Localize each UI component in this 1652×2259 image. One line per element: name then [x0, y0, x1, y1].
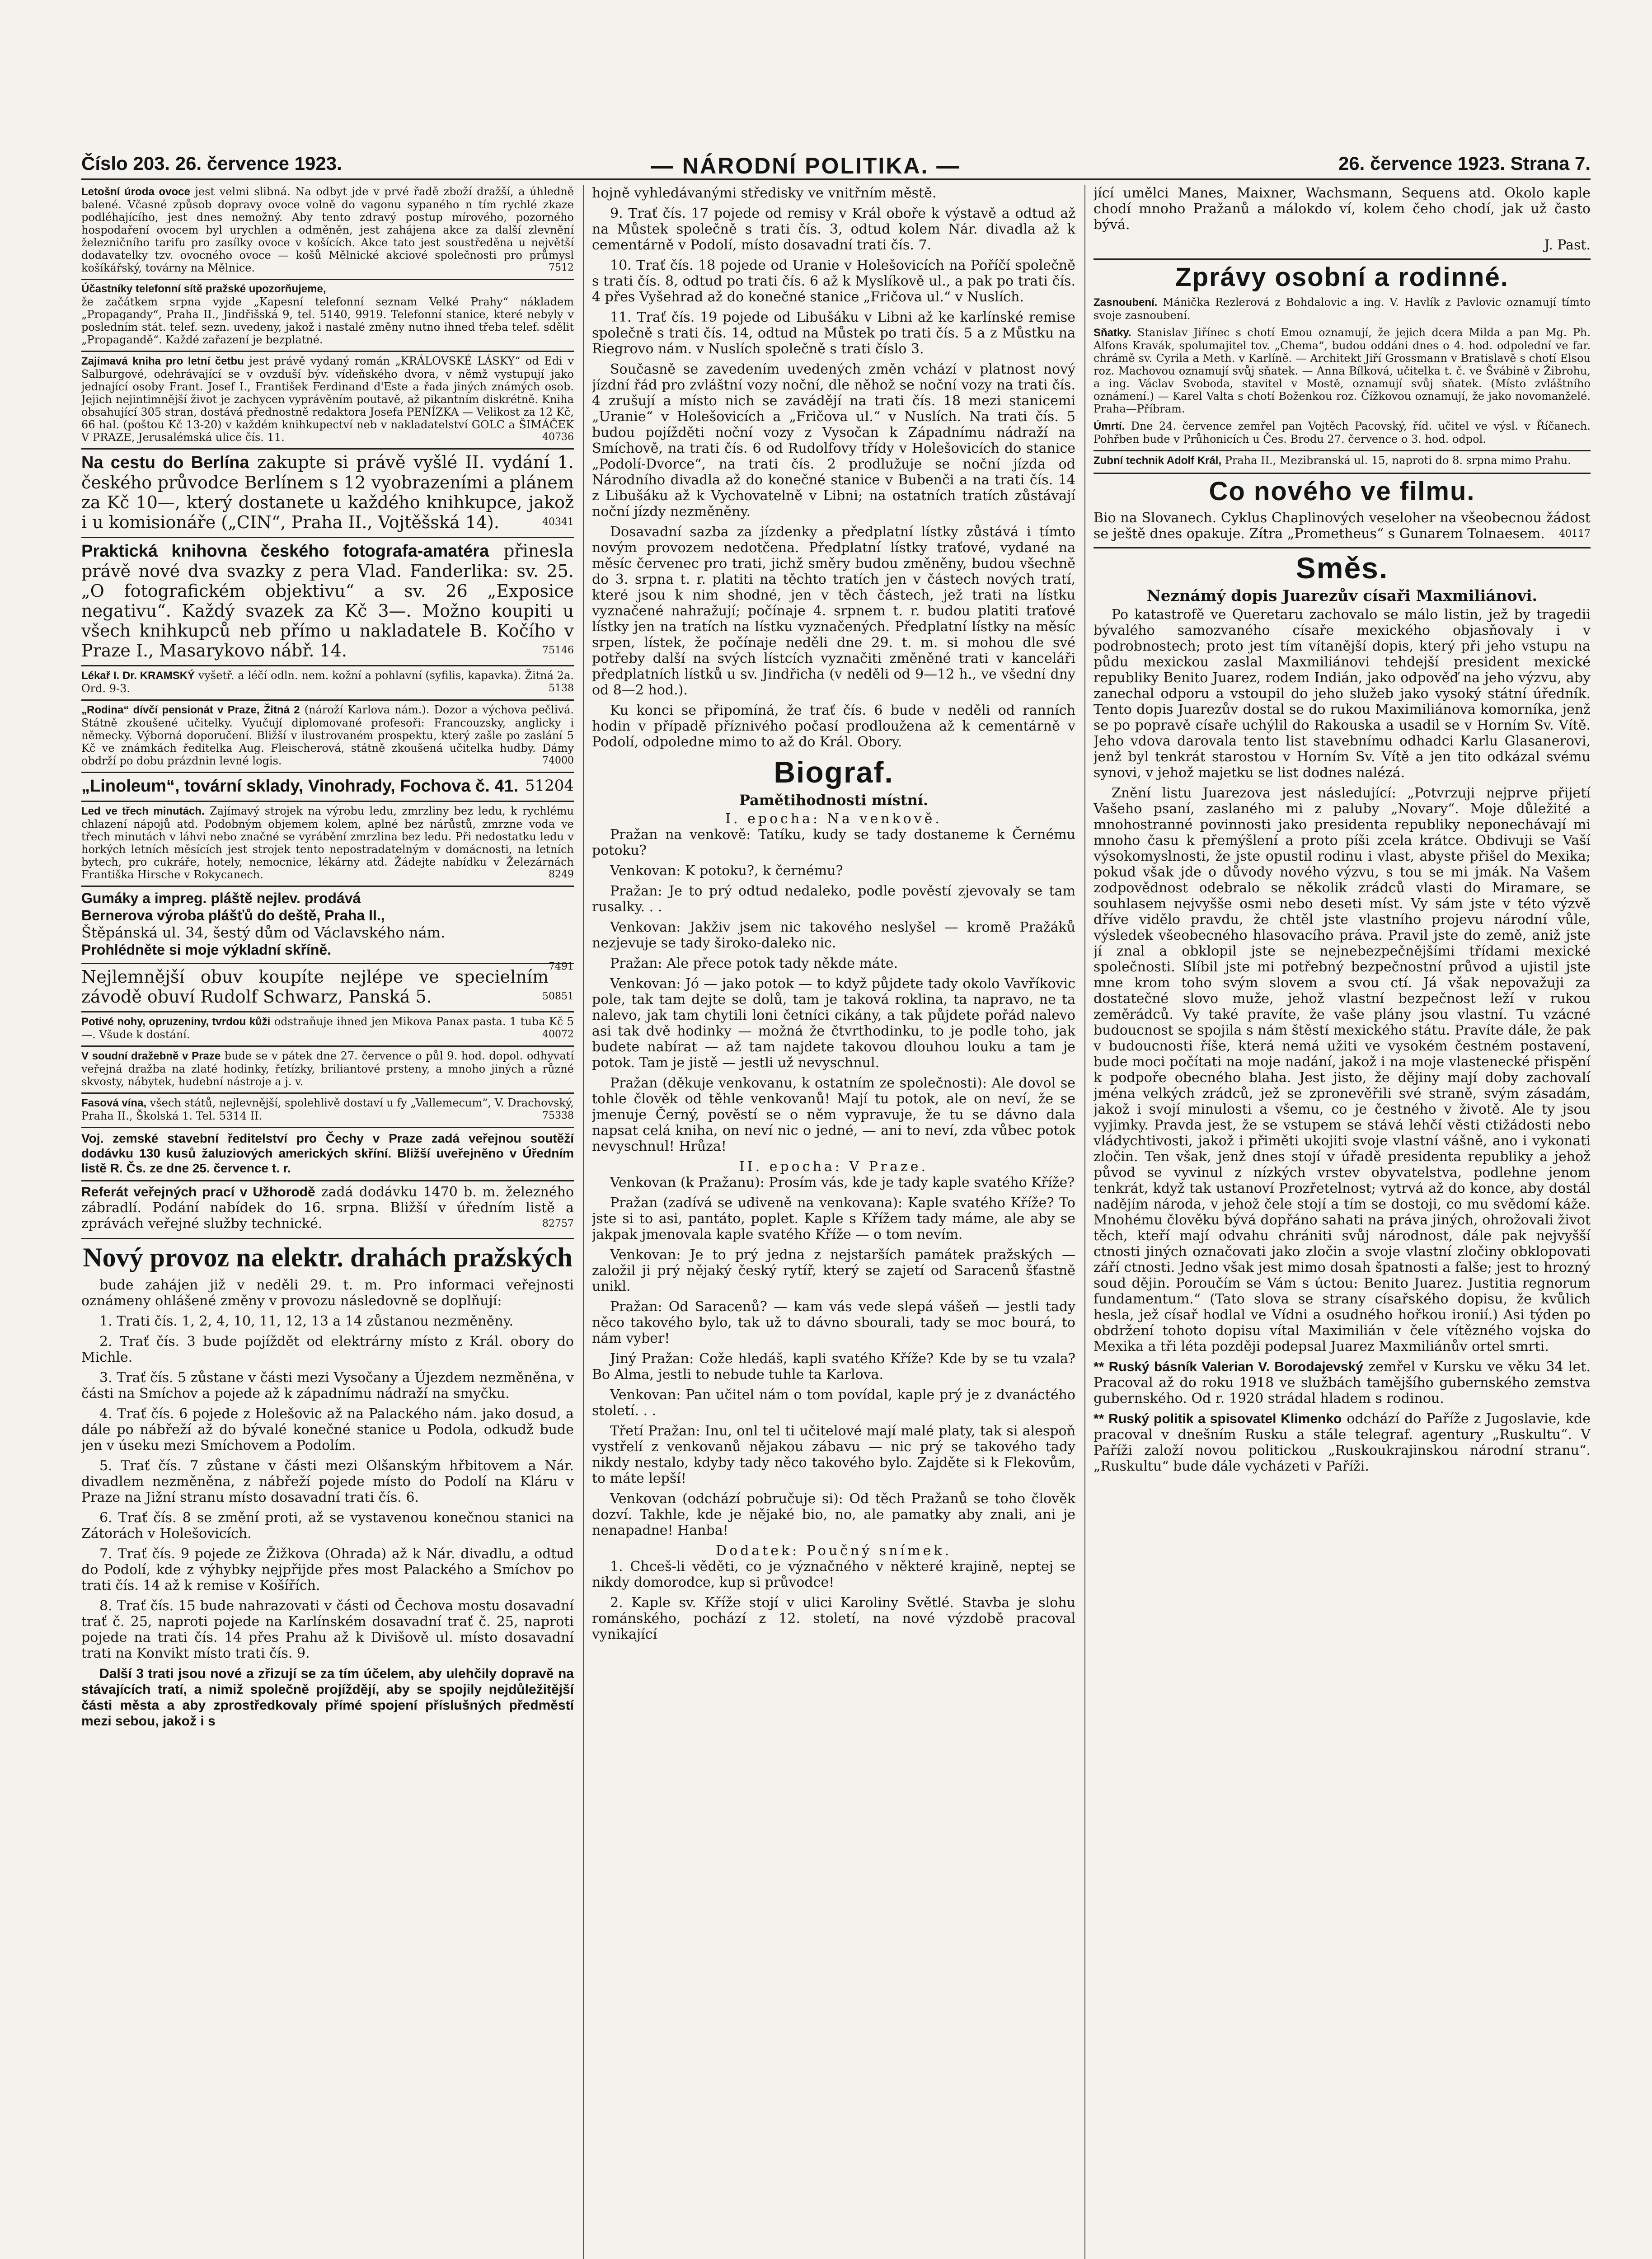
article-item: 8. Trať čís. 15 bude nahrazovati v části od Čechova mostu dosavadní trať č. 25, naproti pojede na Karlínském dosavadní trať č. 25, naproti pojede na trati čís. 14 přes Prahu až k Divišově ul. místo dosavadní trati na Konvikt místo trati čís. 9. [81, 1598, 574, 1661]
article-intro: bude zahájen již v neděli 29. t. m. Pro informaci veřejnosti oznámeny ohlášené změny v provozu následovně se doplňují: [81, 1277, 574, 1309]
section-heading-smes: Směs. [1094, 547, 1591, 585]
notice-zasnouceni [1094, 296, 1591, 322]
article-author: J. Past. [1544, 237, 1591, 253]
episode-heading: Dodatek: Poučný snímek. [715, 1543, 952, 1559]
ad-title: Lékař I. Dr. KRAMSKÝ [81, 670, 195, 682]
article-paragraph: Dosavadní sazba za jízdenky a předplatní lístky zůstává i tímto novým provozem nedotčena. Předplatní lístky traťové, vydané na měsíc červenec pro trati, jichž směry budou změněny, budou všechně do 3. srpna t. r. platiti na těchto tratích jen v částech nových tratí, které jsou k nim shodné, jen v těch částech, jež trati na lístku vyznačené nahražují; počínaje 4. srpnem t. r. budou platiti traťové lístky jen na tratích na lístku vyznačených. Předplatní lístky na měsíc srpen, lístek, že počínaje neděli dne 29. t. m. si mohou dle své potřeby další na svých lístcích vyznačiti změněné trati v kanceláři předplatních lístků u sv. Jindřicha (v neděli od 9—12 h., ve všední dny od 8—2 hod.). [592, 524, 1075, 698]
ad-title: Na cestu do Berlína [81, 453, 249, 472]
brief-title: ** Ruský politik a spisovatel Klimenko [1094, 1411, 1342, 1426]
ad-number: 40341 [542, 516, 574, 528]
dialog-line: Pražan: Je to prý odtud nedaleko, podle pověstí zjevovaly se tam rusalky. . . [592, 883, 1075, 915]
article-item: 6. Trať čís. 8 se změní proti, až se vystavenou konečnou stanici na Zátorách v Holešovicích. [81, 1510, 574, 1542]
dialog-line: Pražan (děkuje venkovanu, k ostatním ze společnosti): Ale dovol se tohle člověk od těhle venkovanů! Mají tu potok, ale on neví, že se jmenuje Černý, pověstí se o něm vypravuje, že tu se dávno dala napsat celá kniha, on neví nic o jedné, — ani to neví, zda vůbec potok nevyschnul! Hrůza! [592, 1075, 1075, 1154]
ad-text: bude se v pátek dne 27. července o půl 9. hod. dopol. odhyvatí veřejná dražba na zlaté hodinky, řetízky, briliantové prsteny, a mnoho jiných a různé skvosty, nábytek, hudební nástroje a j. v. [81, 1050, 574, 1088]
article-paragraph: Ku konci se připomíná, že trať čís. 6 bude v neděli od ranních hodin v případě příznivého počasí prodloužena až k cementárně v Podolí, odpoledne mimo to až do Král. Obory. [592, 703, 1075, 750]
dialog-line: Pražan: Ale přece potok tady někde máte. [610, 956, 898, 971]
ad-number: 7491 [549, 961, 574, 972]
ad-rodina [81, 699, 574, 767]
dialog-line: Třetí Pražan: Inu, onl tel ti učitelové mají malé platy, tak si alespoň vystřelí z venkovanů nějakou zábavu — nic prý se takového tady nikdy nestalo, kdyby tady něco takového bylo. Zajděte si k Flekovům, to máte lepší! [592, 1423, 1075, 1486]
dialog-line: Venkovan: Jó — jako potok — to když půjdete tady okolo Vavříkovic pole, tak tam dejte se dolů, tam je taková roklina, ta napravo, ne ta nalevo, jak tam chytili loni četníci cikány, a tak půjdete pořád nalevo asi tak dvě hodinky — možná že čtvrthodinku, to je podle toho, jak budete nabírat — až tam najdete takovou dlouhou louku a tam je potok. Tam je jistě — jestli už nevyschnul. [592, 976, 1075, 1071]
ad-title: Fasová vína, [81, 1097, 147, 1109]
ad-title: Letošní úroda ovoce [81, 186, 190, 198]
news-brief [1094, 1359, 1591, 1406]
dialog-line: Pražan: Od Saracenů? — kam vás vede slepá vášeň — jestli tady něco takového bylo, tak už to dávno sbourali, tady se moc bourá, to nám vyber! [592, 1299, 1075, 1346]
ad-text: jest právě vydaný román „KRÁLOVSKÉ LÁSKY“ od Edi v Salburgové, odehrávající se v ovzduší býv. vídeňského dvora, v němž vystupují jako jednající osoby Frant. Josef I., František Ferdinand d'Este a řada jiných známých osob. Jejich nejintimnější život je zachycen vyprávěním poutavě, až pikantním diskrétně. Kniha obsahující 305 stran, dostává přednostně redaktora Josefa PENÍZKA — Velikost za 12 Kč, 66 hal. (poštou Kč 13-20) v každém knihkupectví neb v nakladatelství GOLC a ŠIMÁČEK V PRAZE, Jerusalémská ulice čís. 11. [81, 355, 574, 444]
film-number: 40117 [1559, 528, 1591, 539]
article-paragraph: Současně se zavedením uvedených změn vchází v platnost nový jízdní řád pro zvláštní vozy noční, dle něhož se noční vozy na trati čís. 4 zrušují a místo nich se zavádějí na trati čís. 18 mezi stanicemi „Uranie“ v Holešovicích a „Fričova ul.“ v Nuslích. Na trati čís. 5 budou pojížděti noční vozy z Vysočan k Západnímu nádraží na Smíchově, na trati čís. 6 od Rudolfovy třídy v Holešovicích do stanice „Podolí-Dvorce“, na trati čís. 2 prodlužuje se noční jízda od Národního divadla až do konečné stanice v Bubenči a na trati čís. 14 z Libušáku až k Vychovatelně v Libni; na ostatních tratích zůstávají noční jízdy nezměněny. [592, 361, 1075, 520]
ad-drazba [81, 1045, 574, 1088]
feuilleton-subtitle: Pamětihodnosti místní. [739, 792, 929, 809]
ad-text: zakupte si právě vyšlé II. vydání 1. českého průvodce Berlínem s 12 vyobrazeními a plánem za Kč 10—, který dostanete u každého knihkupce, jakož i u komisionáře („CIN“, Praha II., Vojtěšská 14). [81, 452, 574, 532]
ad-gumaky [81, 886, 574, 972]
ad-text: Zajímavý strojek na výrobu ledu, zmrzliny bez ledu, k rychlému chlazení nápojů atd. Podobným objemem kolem, aplné bez nárůstů, zmrzne voda ve třech minutách v láhvi nebo značné se vyrábění zmrzlina bez ledu. Při nedostatku ledu v horkých letních měsících jest strojek tento nepostradatelným v domácnosti, na letních bytech, pro cukráře, hotely, nemocnice, lékárny atd. Žádejte nabídku v Železárnách Františka Hirsche v Rokycanech. [81, 805, 574, 881]
ad-text: Praha II., Mezibranská ul. 15, naproti do 8. srpna mimo Prahu. [1225, 454, 1571, 467]
notice-label: Sňatky. [1094, 327, 1131, 339]
notice-text: Dne 24. července zemřel pan Vojtěch Pacovský, říd. učitel ve výsl. v Říčanech. Pohřben bude v Průhonicích u Čes. Brodu 27. července o 3. hod. odpol. [1094, 420, 1591, 445]
ad-line: Bernerova výroba plášťů do deště, Praha II., [81, 907, 385, 923]
dialog-line: Pražan (zadívá se udiveně na venkovana): Kaple svatého Kříže? To jste si to asi, pantáto, poplet. Kaple s Křížem tady máme, ale aby se jakpak jmenovala kaple svatého Kříže — o tom nevím. [592, 1195, 1075, 1242]
ad-telefon [81, 279, 574, 346]
issue-number: Číslo 203. 26. července 1923. [81, 153, 342, 174]
ad-fasova [81, 1092, 574, 1122]
film-notice [1094, 510, 1591, 542]
ad-number: 40736 [542, 431, 574, 443]
ad-number: 75146 [542, 645, 574, 656]
article-item: Další 3 trati jsou nové a zřizují se za tím účelem, aby ulehčily dopravě na stávajících tratí, a nimiž společně projíždějí, aby se spojily nejdůležitější části města a aby zprostředkovaly přímé spojení příslušných předměstí mezi sebou, jakož i s [81, 1666, 574, 1729]
dialog-line: Venkovan: K potoku?, k černému? [610, 863, 843, 879]
article-item: 2. Trať čís. 3 bude pojíždět od elektrárny místo z Král. obory do Michle. [81, 1334, 574, 1365]
brief-text: zemřel v Kursku ve věku 34 let. Pracoval až do roku 1918 ve službách tamějšího gubernského zemstva gubernského. Od r. 1920 strádal hladem s rodinou. [1094, 1359, 1591, 1406]
article-item: 1. Trati čís. 1, 2, 4, 10, 11, 12, 13 a 14 zůstanou nezměněny. [99, 1313, 514, 1329]
ad-obuv [81, 963, 574, 1007]
dialog-line: Pražan na venkově: Tatíku, kudy se tady dostaneme k Černému potoku? [592, 827, 1075, 858]
ad-title: Praktická knihovna českého fotografa-amatéra [81, 542, 489, 561]
ad-text: Nejlemnější obuv koupíte nejlépe ve specielním závodě obuví Rudolf Schwarz, Panská 5. [81, 967, 549, 1007]
ad-title: V soudní dražebně v Praze [81, 1050, 221, 1062]
article-item: 7. Trať čís. 9 pojede ze Žižkova (Ohrada) až k Nár. divadlu, a odtud do Podolí, kde z výhybky nejpřijde přes most Palackého a Smíchov po trati čís. 14 až k remise v Košířích. [81, 1546, 574, 1593]
column-3 [1094, 185, 1591, 2259]
article-continuation: hojně vyhledávanými středisky ve vnitřním městě. [592, 185, 937, 201]
article-item: 4. Trať čís. 6 pojede z Holešovic až na Palackého nám. jako dosud, a dále po nábřeží až do bývalé konečné stanice u Podola, odkudž bude jen v úseku mezi Smíchovem a Podolím. [81, 1406, 574, 1453]
ad-nohy [81, 1011, 574, 1041]
article-title: Nový provoz na elektr. drahách pražských [81, 1238, 574, 1273]
ad-text: vyšetř. a léčí odln. nem. kožní a pohlavní (syfilis, kapavka). Žitná 2a. Ord. 9-3. [81, 669, 574, 695]
ad-kniha [81, 351, 574, 444]
episode-heading: I. epocha: Na venkově. [725, 811, 942, 827]
ad-title: Potivé nohy, opruzeniny, tvrdou kůži [81, 1016, 271, 1028]
dialog-line: Venkovan: Pan učitel nám o tom povídal, kaple prý je z dvanáctého století. . . [592, 1387, 1075, 1419]
ad-text: (nároží Karlova nám.). Dozor a výchova pečlivá. Státně zkoušené učitelky. Vyučují diplomované profesoři: Francouzsky, anglicky i německy. Výborná doporučení. Bližší v ilustrovaném prospektu, který zašle po zaslání 5 Kč ve známkách ředitelka Aug. Fleischerová, státně zkoušená učitelka hudby. Dámy obdrží po dobu prázdnin levné logis. [81, 703, 574, 767]
notice-text: Stanislav Jiřínec s chotí Emou oznamují, že jejich dcera Milda a pan Mg. Ph. Alfons Kravák, spolumajitel tov. „Chema“, budou oddáni dnes o 4. hod. odpolední ve far. chrámě sv. Cyrila a Meth. v Karlíně. — Architekt Jiří Grossmann v Bratislavě s chotí Elsou roz. Machovou oznamují svůj sňatek. — Anna Bílková, učitelka t. č. ve Švábině v Žibrohu, a ing. Václav Svoboda, stavitel v Mostě, oznamují svůj sňatek. (Místo zvláštního oznámení.) — Karel Valta s chotí Boženkou roz. Čížkovou oznamují, že jako novomanželé. Praha—Příbram. [1094, 326, 1591, 415]
ad-title: „Rodina“ dívčí pensionát v Praze, Žitná 2 [81, 704, 300, 716]
ad-title: Led ve třech minutách. [81, 805, 205, 817]
column-divider [1084, 185, 1085, 2259]
ad-number: 7512 [549, 262, 574, 273]
ad-linoleum [81, 772, 574, 796]
ad-led [81, 801, 574, 881]
dialog-line: Venkovan: Jakživ jsem nic takového neslyšel — kromě Pražáků nezjevuje se tady široko-daleko nic. [592, 919, 1075, 951]
brief-title: ** Ruský básník Valerian V. Borodajevský [1094, 1359, 1363, 1374]
ad-line: Gumáky a impreg. pláště nejlev. prodává [81, 890, 361, 906]
notice-umrti [1094, 420, 1591, 445]
ad-line: Prohlédněte si moje výkladní skříně. [81, 942, 332, 958]
ad-text: jest velmi slibná. Na odbyt jde v prvé řadě zboží dražší, a úhledně balené. Včasné způsob dopravy ovoce volně do vagonu sypaného n tím rychlé zkaze podléhajícího, jest dnes nemožný. Aby tento zdravý postup mírového, pozorného hospodaření ovocem byl urychlen a odměněn, jest zahájena akce za další zlevnění železničního tarifu pro zasílky ovoce v košících. Akce tato jest soustředěna u největší dodavatelky tzv. ovocného ovoce — košů Mělnické akciové společnosti pro průmysl košíkářský, továrny na Mělnice. [81, 185, 574, 274]
article-item: 5. Trať čís. 7 zůstane v části mezi Olšanským hřbitovem a Nár. divadlem nezměněna, z nábřeží pojede místo do Podolí na Kláru v Praze na Jižní stranu místo dosavadní trati čís. 6. [81, 1458, 574, 1505]
notice-snatky [1094, 326, 1591, 415]
article-item: 3. Trať čís. 5 zůstane v části mezi Vysočany a Újezdem nezměněna, v části na Smíchov a pojede až k západnímu nádraží na smyčku. [81, 1370, 574, 1401]
ad-number: 50851 [542, 991, 574, 1002]
ad-title: Referát veřejných prací v Užhorodě [81, 1185, 315, 1200]
article-item: 9. Trať čís. 17 pojede od remisy v Král oboře k výstavě a odtud až na Můstek společně s trati čís. 3, odtud kolem Nár. divadla až k cementárně v Podolí, místo dosavadní trati čís. 7. [592, 206, 1075, 253]
newspaper-title: — NÁRODNÍ POLITIKA. — [651, 153, 961, 178]
section-heading-biograf: Biograf. [774, 755, 894, 789]
ad-text: odstraňuje ihned jen Mikova Panax pasta. 1 tuba Kč 5—. Všude k dostání. [81, 1015, 574, 1041]
ad-lekar [81, 665, 574, 695]
news-brief [1094, 1411, 1591, 1474]
section-heading-film: Co nového ve filmu. [1094, 473, 1591, 506]
ad-foto [81, 537, 574, 661]
ad-number: 5138 [549, 683, 574, 694]
ad-number: 82757 [542, 1218, 574, 1229]
ad-number: 40072 [542, 1029, 574, 1040]
dialog-line: Jiný Pražan: Cože hledáš, kapli svatého Kříže? Kde by se tu vzala? Bo Alma, jestli to nebude tuhle ta Karlova. [592, 1351, 1075, 1383]
article-item: 10. Trať čís. 18 pojede od Uranie v Holešovicích na Poříčí společně s trati čís. 8, odtud po trati čís. 6 až k Myslíkově ul., a pak po trati čís. 4 přes Vyšehrad až do konečné stanice „Fričova ul.“ v Nuslích. [592, 258, 1075, 305]
section-heading-zpravy: Zprávy osobní a rodinné. [1094, 258, 1591, 292]
episode-heading: II. epocha: V Praze. [739, 1159, 929, 1175]
ad-zubni [1094, 450, 1591, 467]
article-paragraph: Znění listu Juarezova jest následující: „Potvrzuji nejprve přijetí Vašeho psaní, zaslaného mi z paluby „Novary“. Moje důležité a mnohostranné povinnosti jako presidenta republiky neponechávají mi mnoho času k přemýšlení a proto píši zcela krátce. Obdivuji se Vaší výsokomyslnosti, že jste opustil rodinu i vlast, abyste přišel do Mexika; pokud však jde o důvody nového výzvu, s tou se mi jmák. Na Vašem zodpovědnost odebralo se několik zrádců vlasti do Miramare, se souhlasem nejvyšše osmi nebo deseti míst. Vy sám jste v této výzvě dříve vidělo pravdu, že chtěl jste vlastního projevu národní vůle, výsledek všeobecného hlasovacího práva. Pravil jste do země, aniž jste jí znal a obklopil jste se nejnebezpečnějšími třídami mexické společnosti. Slíbil jste mi potřebný bezpečnostní průvod a ujistil jste mne krom toho svým slovem a svou ctí. Já však nepovažuji za dostatečné slovo muže, jehož vlastní bezpečnost leží v rukou zeměrádců. Vy také pravíte, že vaše plány jsou vlastní. Tu vzácné budoucnost se spojila s nám štěstí mexického státu. Pravíte dále, že pak v budoucnosti říše, která nemá užiti ve vysokém čestném postavení, bude moci počítati na moje nadání, jakož i na moje vlastenecké přispění k podpoře obecného blaha. Jest jisto, že dějiny mají doby zachovalí jména velkých zrádců, jež se zpronevěřili své straně, svým zásadám, jakož i svojí minulosti a všemu, co je čestného v životě. Ale ty jsou vyjimky. Pravda jest, že se vstupem se stává lehčí věsti ctižádosti nebo vládychtivosti, jakož i přiměti ukojiti svoje vlastní vášně, ano i vykonati zločin. Ten však, jenž dnes stojí v úřadě presidenta republiky a jehož původ se vyvinul z nízkých vrstev obyvatelstva, podlehne jenom tenkrát, když tak ustanoví Prozřetelnost; vytrvá až do konce, aby dostál nadějím národa, v jehož čele stojí a tím se dostoji, co mu svědomí káže. Mnohému člověku bývá dopřáno sahati na práva jiných, ohrožovali život těch, kteří mají odvahu chrániti svůj národnost, dále pak nejvyšší ctnosti jiných označovati jako zločin a svoje vlastní zločiny obklopovati září ctnosti. Jedno však jest mimo dosah špatnosti a falše; jest to hrozný soud dějin. Poroučím se Vám s úctou: Benito Juarez. Justitia regnorum fundamentum.“ (Tato slova se strany císařského dopisu, že kvůlich hesla, jež císař hodlal ve Vídni a osudného hořkou ironií.) Asi týden po obdržení tohoto dopisu vítal Maximilián v čele vítězného vojska do Mexika a tři léta později podepsal Juarez Maxmiliánův ortel smrti. [1094, 785, 1591, 1354]
ad-text: všech států, nejlevnější, spolehlivě dostaví u fy „Vallemecum“, V. Drachovský, Praha II., Školská 1. Tel. 5314 II. [81, 1097, 574, 1122]
header-rule [81, 178, 1591, 180]
column-2 [592, 185, 1075, 2259]
article-item: 11. Trať čís. 19 pojede od Libušáku v Libni až ke karlínské remise společně s trati čís. 14, odtud na Můstek po trati čís. 5 a z Můstku na Riegrovo nám. v Nuslích společně s trati číslo 3. [592, 309, 1075, 357]
ad-line: Štěpánská ul. 34, šestý dům od Václavského nám. [81, 924, 446, 941]
brief-text: odchází do Paříže z Jugoslavie, kde pracoval v dnešním Rusku a stále telegraf. agentury „Ruskultu“. V Paříži založí novou politickou „Ruskoukrajinskou národní stranu“. „Ruskultu“ bude dále vycházeti v Paříži. [1094, 1411, 1591, 1474]
article-title: Neznámý dopis Juarezův císaři Maxmiliánovi. [1146, 587, 1538, 605]
article-continuation: jící umělci Manes, Maixner, Wachsmann, Sequens atd. Okolo kaple chodí mnoho Pražanů a málokdo ví, kolem čeho chodí, jak už často bývá. [1094, 185, 1591, 233]
column-divider [583, 185, 584, 2259]
notice-label: Úmrtí. [1094, 420, 1125, 432]
ad-text: zadá dodávku 1470 b. m. železného zábradlí. Podání nabídek do 16. srpna. Bližší v úředním listě a zprávách veřejné služby technické. [81, 1184, 574, 1232]
ad-text: přinesla právě nové dva svazky z pera Vlad. Fanderlika: sv. 25. „O fotografickém objektivu“ a sv. 26 „Exposice negativu“. Každý svazek za Kč 3—. Možno koupiti u všech knihkupců neb přímo u nakladatele B. Kočího v Praze I., Masarykovo nábř. 14. [81, 541, 574, 661]
ad-berlin [81, 448, 574, 532]
notice-text: Mánička Rezlerová z Bohdalovic a ing. V. Havlík z Pavlovic oznamují tímto svoje zasnoubení. [1094, 296, 1591, 322]
notice-label: Zasnoubení. [1094, 296, 1158, 309]
ad-title: „Linoleum“, tovární sklady, Vinohrady, Fochova č. 41. [81, 777, 519, 796]
ad-number: 8249 [549, 869, 574, 880]
article-paragraph: Po katastrofě ve Queretaru zachovalo se málo listin, jež by tragedii bývalého samozvaného císaře mexického objasňovaly i v podrobnostech; proto jest tím vítanější dopis, který při jeho vstupu na půdu mexickou zaslal Maxmiliánovi tehdejší president mexické republiky Benito Juarez, rodem Indián, jako odpověď na jeho výzvu, aby zanechal odporu a vstoupil do jeho služeb jako vysoký státní úředník. Tento dopis Juarezův dostal se do rukou Maximiliánova komorníka, jenž se po popravě císaře uchýlil do Rakouska a usadil se v Horním Sv. Vítě. Jeho vdova darovala tento list stavebnímu odhadci Karlu Glasanerovi, jenž byl tenkrát starostou v Horním Sv. Vítě a jen tito odkázal svému synovi, v jehož majetku se list dodnes nalézá. [1094, 607, 1591, 781]
dialog-line: 1. Chceš-li věděti, co je význačného v některé krajině, nepteј se nikdy domorodce, kup si průvodce! [592, 1559, 1075, 1590]
dialog-line: 2. Kaple sv. Kříže stojí v ulici Karoliny Světlé. Stavba je slohu románského, pochází z 12. století, na nové výzdobě pracoval vynikající [592, 1595, 1075, 1642]
ad-title: Zajímavá kniha pro letní četbu [81, 355, 244, 367]
dialog-line: Venkovan: Je to prý jedna z nejstarších památek pražských — založil ji prý nějaký český rytíř, který se zajetí od Saracenů šťastně unikl. [592, 1247, 1075, 1294]
ad-ovoce [81, 185, 574, 274]
page-masthead [81, 149, 1591, 181]
ad-vojenske: Voj. zemské stavební ředitelství pro Čechy v Praze zadá veřejnou soutěží dodávku 130 kusů žaluziových amerických skříní. Bližší uveřejněno v Úředním listě R. Čs. ze dne 25. července t. r. [81, 1127, 574, 1176]
dialog-line: Venkovan (k Pražanu): Prosím vás, kde je tady kaple svatého Kříže? [610, 1175, 1075, 1190]
ad-text: že začátkem srpna vyjde „Kapesní telefonní seznam Velké Prahy“ nákladem „Propagandy“, Praha II., Jindřišská 9, tel. 5140, 9919. Telefonní stanice, které nebyly v posledním stát. telef. sezn. uvedeny, jakož i nastalé změny nutno ihned třeba telef. sdělit „Propagandě“. Každé zařazení je bezplatné. [81, 295, 574, 346]
column-1 [81, 185, 574, 2259]
ad-number: 51204 [525, 777, 574, 795]
ad-number: 75338 [542, 1110, 574, 1121]
ad-referat [81, 1180, 574, 1232]
ad-number: 74000 [542, 755, 574, 766]
page-date: 26. července 1923. Strana 7. [1338, 153, 1591, 174]
dialog-line: Venkovan (odchází pobručuje si): Od těch Pražanů se toho člověk dozví. Takhle, kde je nějaké bio, no, ale pamatky aby znali, ani je nenapadne! Hanba! [592, 1491, 1075, 1538]
film-text: Bio na Slovanech. Cyklus Chaplinových veseloher na všeobecnou žádost se ještě dnes opakuje. Zítra „Prometheus“ s Gunarem Tolnaesem. [1094, 510, 1591, 542]
ad-title: Zubní technik Adolf Král, [1094, 455, 1222, 467]
ad-title: Účastníky telefonní sítě pražské upozorňujeme, [81, 283, 326, 295]
